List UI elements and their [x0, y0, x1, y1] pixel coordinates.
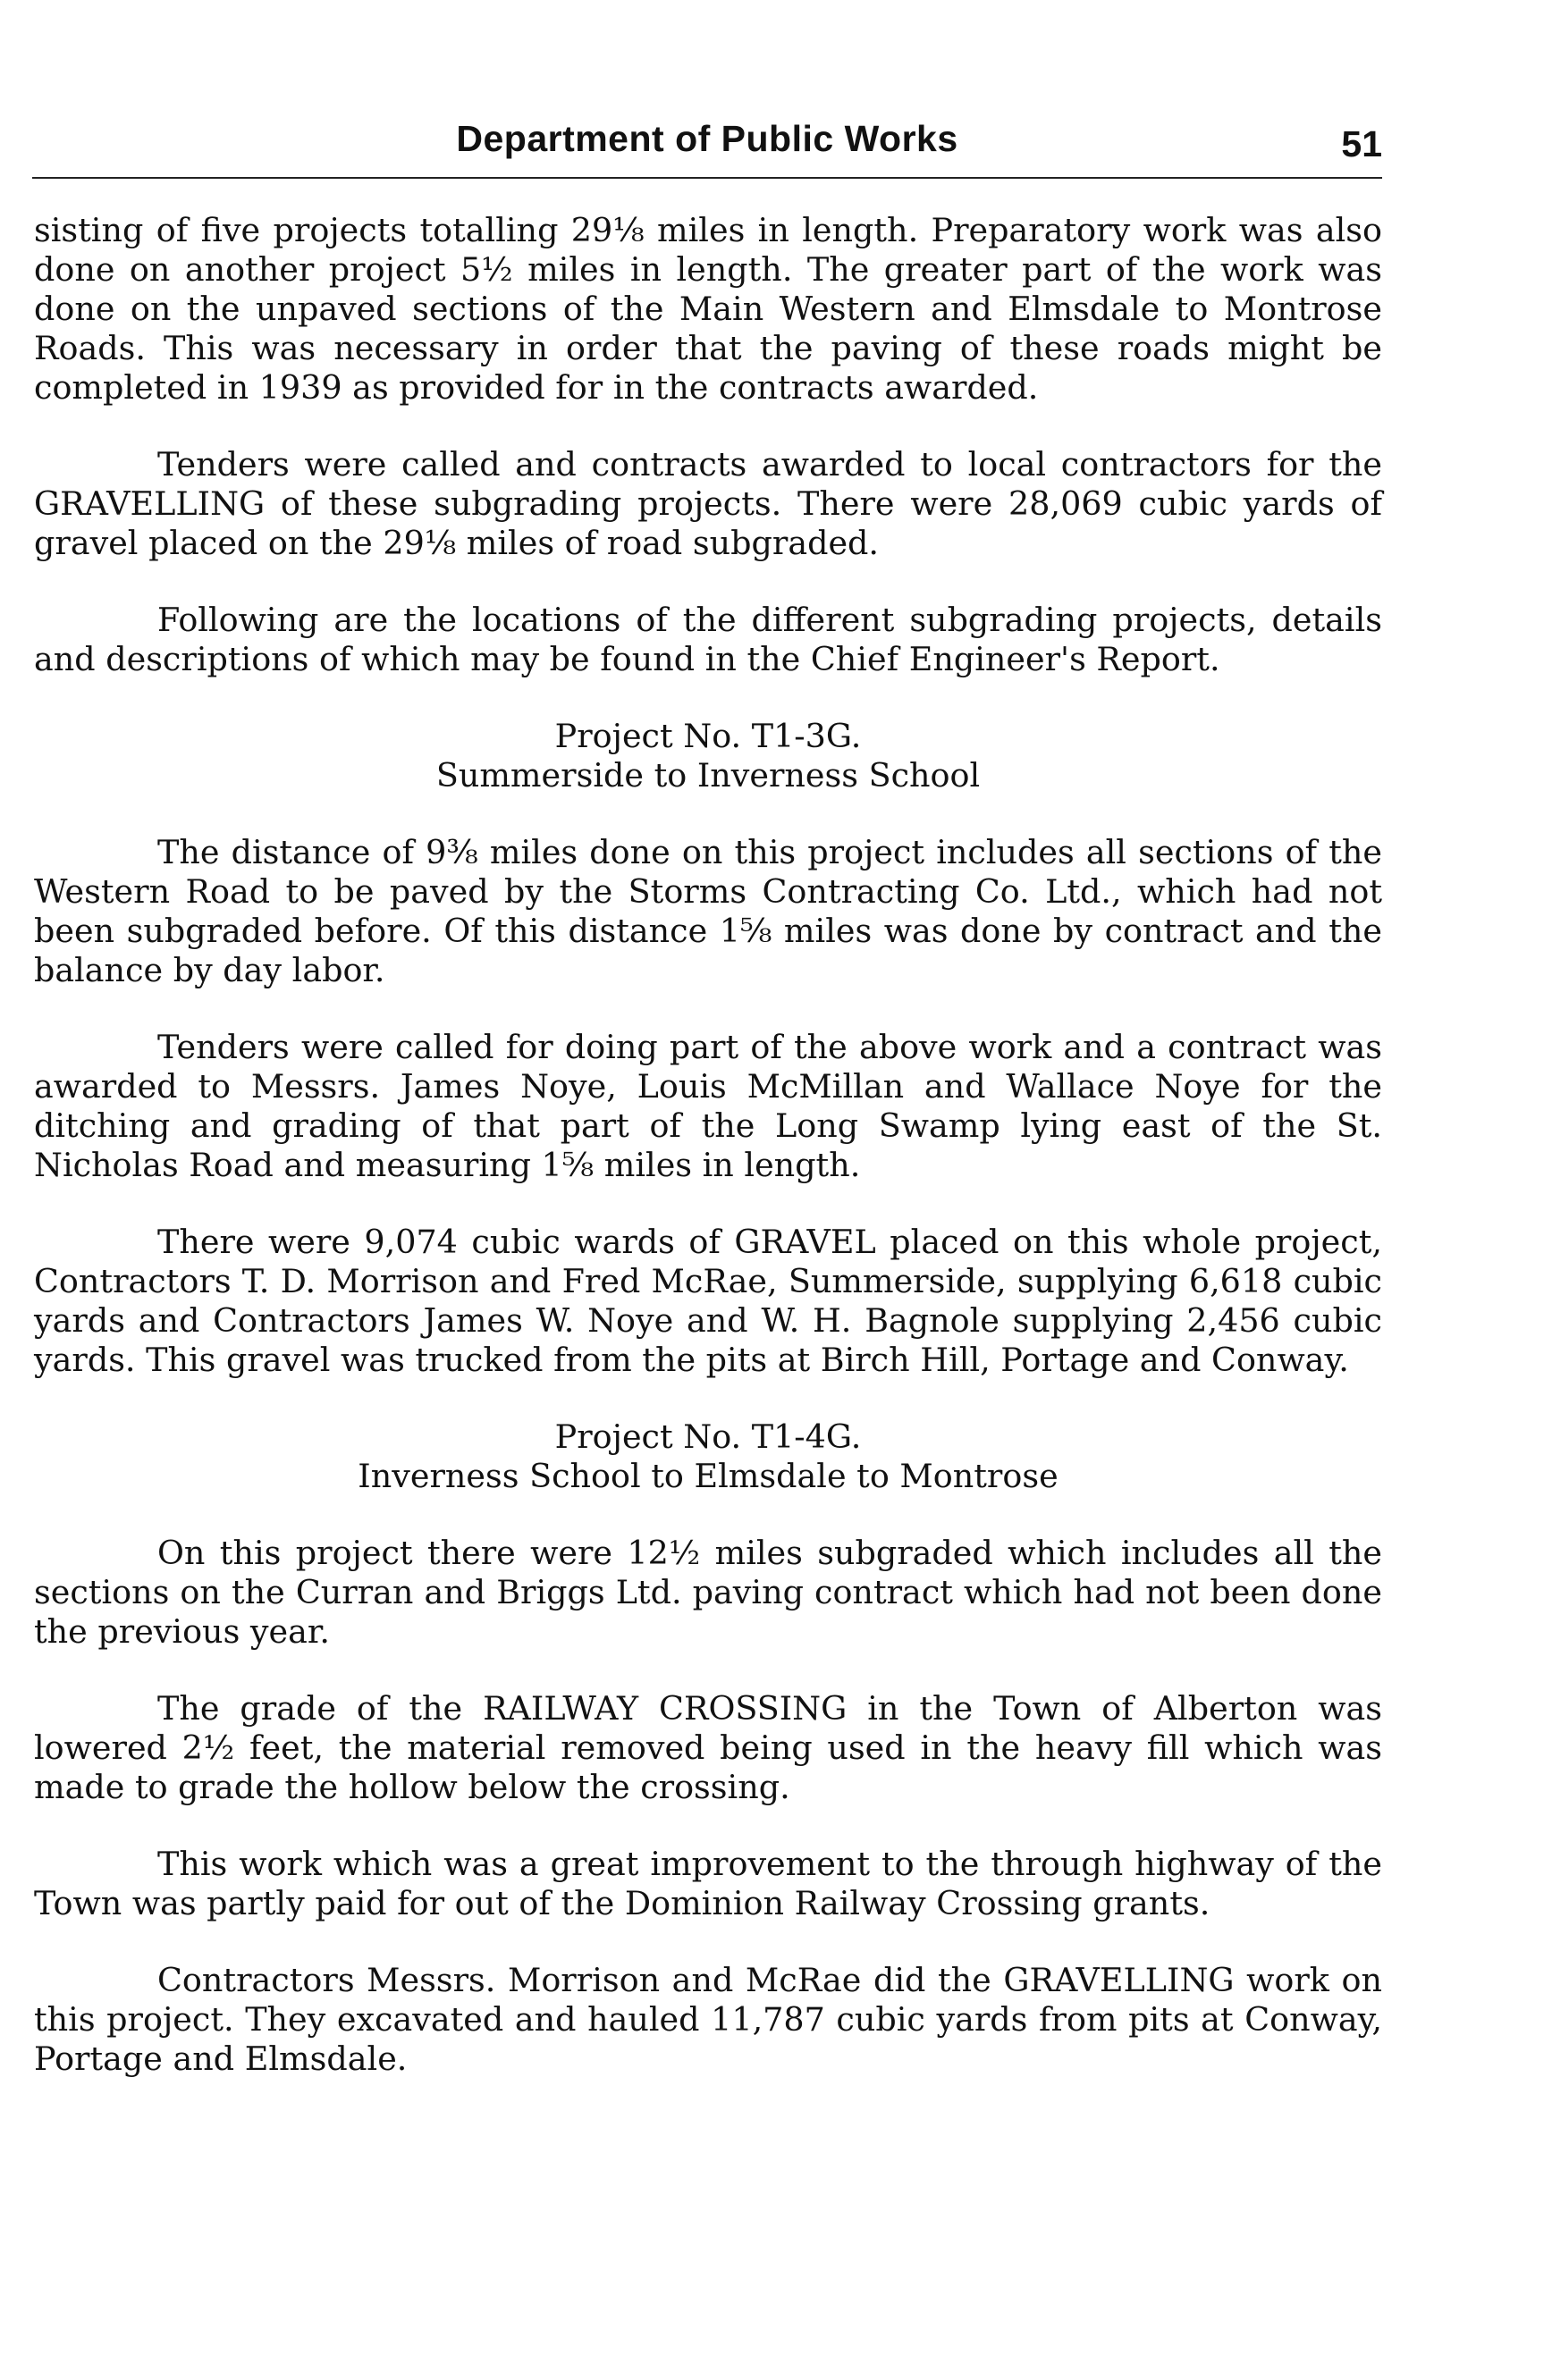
paragraph-continuation: sisting of five projects totalling 29⅛ miles in length. Preparatory work was also done on another project 5½ miles in length. The greater part of the work was done on the unpaved sections of the Main Western and Elmsdale to Montrose Roads. This was necessary in order that the paving of these roads might be completed in 1939 as provided for in the contracts awarded. — [34, 211, 1382, 407]
running-title: Department of Public Works — [456, 118, 958, 159]
project-number: Project No. T1-4G. — [554, 1417, 862, 1456]
paragraph-tenders-ditching: Tenders were called for doing part of the above work and a contract was awarded to Messrs. James Noye, Louis McMillan and Wallace Noye for the ditching and grading of that part of the Long Swamp lying east of the St. Nicholas Road and measuring 1⅝ miles in length. — [34, 1028, 1382, 1184]
paragraph-subgraded: On this project there were 12½ miles subgraded which includes all the sections on the Curran and Briggs Ltd. paving contract which had not been done the previous year. — [34, 1534, 1382, 1651]
project-heading-t1-3g — [34, 717, 1382, 795]
project-route: Inverness School to Elmsdale to Montrose — [358, 1457, 1059, 1495]
header-rule — [32, 177, 1382, 179]
project-number: Project No. T1-3G. — [554, 717, 862, 755]
paragraph-gravelling-work: Contractors Messrs. Morrison and McRae did the GRAVELLING work on this project. They excavated and hauled 11,787 cubic yards from pits at Conway, Portage and Elmsdale. — [34, 1961, 1382, 2078]
project-heading-t1-4g — [34, 1417, 1382, 1496]
paragraph-gravel-supply: There were 9,074 cubic wards of GRAVEL placed on this whole project, Contractors T. D. Morrison and Fred McRae, Summerside, supplying 6,618 cubic yards and Contractors James W. Noye and W. H. Bagnole supplying 2,456 cubic yards. This gravel was trucked from the pits at Birch Hill, Portage and Conway. — [34, 1223, 1382, 1379]
paragraph-tenders-gravelling: Tenders were called and contracts awarded to local contractors for the GRAVELLING of these subgrading projects. There were 28,069 cubic yards of gravel placed on the 29⅛ miles of road subgraded. — [34, 445, 1382, 562]
running-head — [32, 114, 1382, 168]
paragraph-distance: The distance of 9⅜ miles done on this project includes all sections of the Western Road to be paved by the Storms Contracting Co. Ltd., which had not been subgraded before. Of this distance 1⅝ miles was done by contract and the balance by day labor. — [34, 833, 1382, 989]
paragraph-railway-crossing: The grade of the RAILWAY CROSSING in the Town of Alberton was lowered 2½ feet, the material removed being used in the heavy fill which was made to grade the hollow below the crossing. — [34, 1689, 1382, 1806]
paragraph-locations-intro: Following are the locations of the different subgrading projects, details and descriptions of which may be found in the Chief Engineer's Report. — [34, 601, 1382, 678]
paragraph-improvement: This work which was a great improvement to the through highway of the Town was partly paid for out of the Dominion Railway Crossing grants. — [34, 1845, 1382, 1922]
body-text — [34, 211, 1382, 2116]
project-route: Summerside to Inverness School — [435, 756, 981, 795]
page-number: 51 — [1341, 123, 1382, 164]
